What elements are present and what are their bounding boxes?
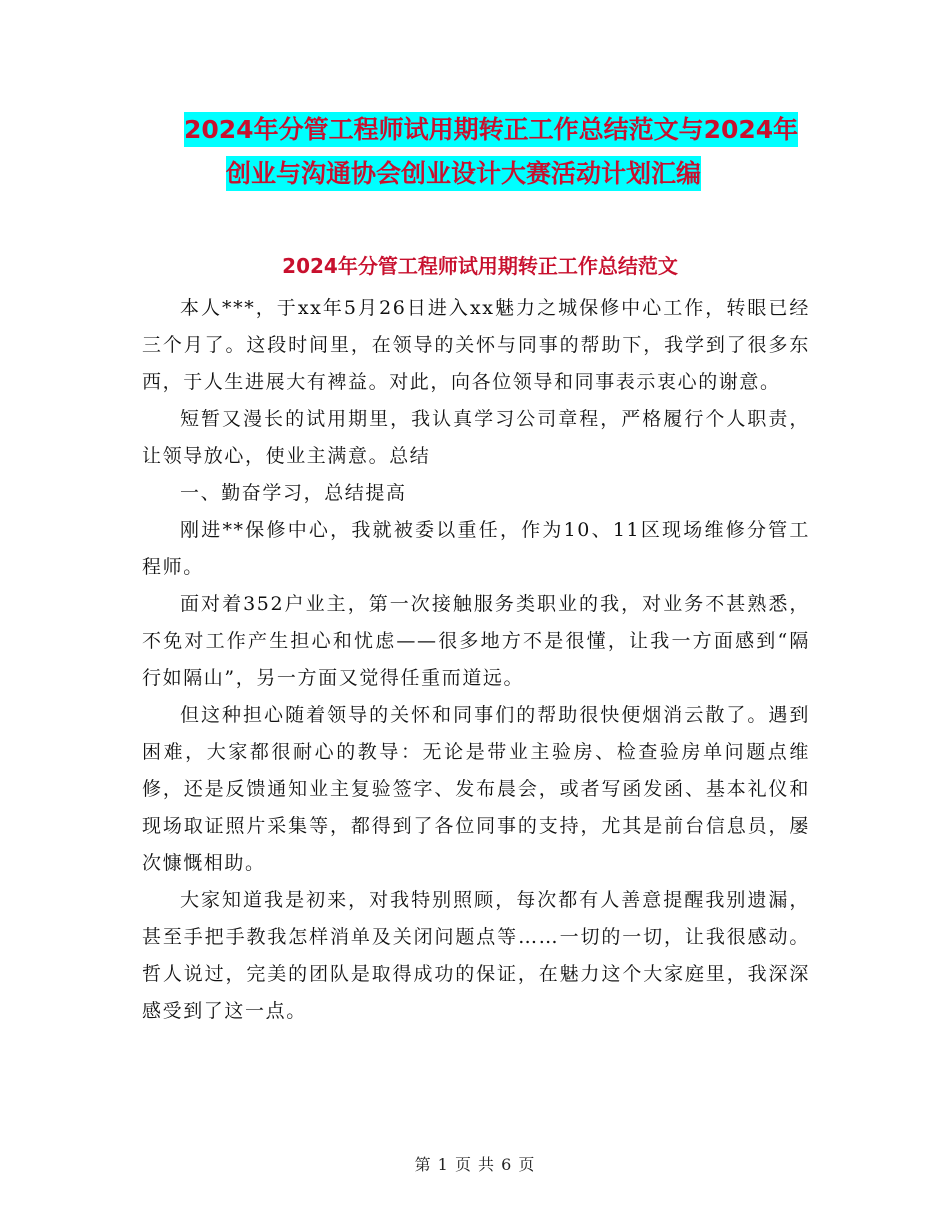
paragraph: 面对着352户业主，第一次接触服务类职业的我，对业务不甚熟悉，不免对工作产生担心和忧虑——很多地方不是很懂，让我一方面感到“隔行如隔山”，另一方面又觉得任重而道远。 bbox=[142, 593, 810, 689]
document-title-line-2 bbox=[226, 152, 820, 196]
paragraph: 短暂又漫长的试用期里，我认真学习公司章程，严格履行个人职责，让领导放心，使业主满意。总结 bbox=[142, 408, 810, 467]
section-title: 2024年分管工程师试用期转正工作总结范文 bbox=[282, 254, 678, 278]
paragraph: 本人***，于xx年5月26日进入xx魅力之城保修中心工作，转眼已经三个月了。这段时间里，在领导的关怀与同事的帮助下，我学到了很多东西，于人生进展大有裨益。对此，向各位领导和同事表示衷心的谢意。 bbox=[142, 297, 810, 393]
title-highlight-1: 2024年分管工程师试用期转正工作总结范文与2024年 bbox=[184, 112, 798, 147]
document-title-line-1 bbox=[140, 108, 820, 152]
document-title bbox=[140, 108, 820, 196]
paragraph-heading: 一、勤奋学习，总结提高 bbox=[180, 482, 407, 504]
paragraph: 但这种担心随着领导的关怀和同事们的帮助很快便烟消云散了。遇到困难，大家都很耐心的教导：无论是带业主验房、检查验房单问题点维修，还是反馈通知业主复验签字、发布晨会，或者写函发函、基本礼仪和现场取证照片采集等，都得到了各位同事的支持，尤其是前台信息员，屡次慷慨相助。 bbox=[142, 704, 810, 874]
page-number: 第 1 页 共 6 页 bbox=[414, 1155, 536, 1174]
document-body bbox=[142, 290, 810, 1030]
paragraph: 大家知道我是初来，对我特别照顾，每次都有人善意提醒我别遗漏，甚至手把手教我怎样消单及关闭问题点等……一切的一切，让我很感动。哲人说过，完美的团队是取得成功的保证，在魅力这个大家庭里，我深深感受到了这一点。 bbox=[142, 889, 810, 1022]
page-footer bbox=[0, 1152, 950, 1175]
title-highlight-2: 创业与沟通协会创业设计大赛活动计划汇编 bbox=[226, 156, 701, 191]
paragraph: 刚进**保修中心，我就被委以重任，作为10、11区现场维修分管工程师。 bbox=[142, 519, 810, 578]
